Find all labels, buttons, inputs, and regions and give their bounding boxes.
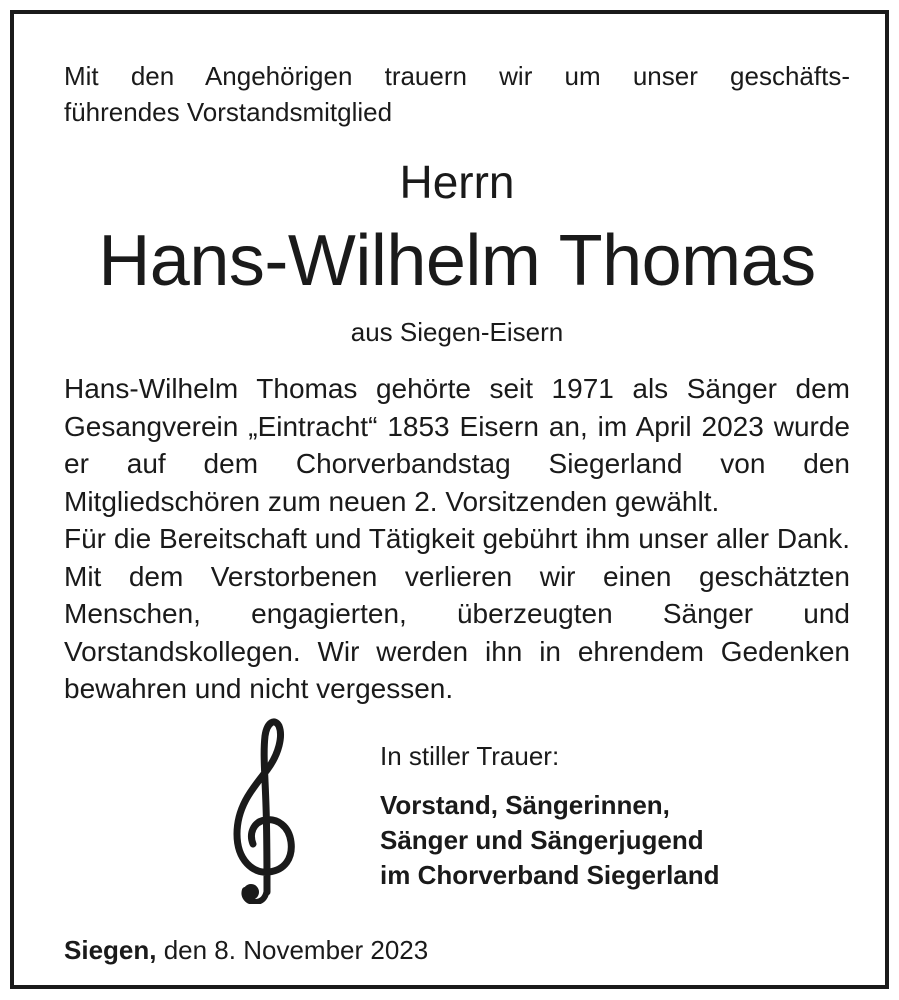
mourning-label: In stiller Trauer: [380,741,560,771]
date-text: den 8. November 2023 [156,935,429,965]
intro-text [64,58,850,130]
obituary-frame [10,10,889,989]
place-name: Siegen, [64,935,157,965]
tribute-paragraph: Für die Bereitschaft und Tätigkeit gebührt ihm unser aller Dank. Mit dem Verstorbenen verlieren wir einen geschätzten Menschen, engagierten, überzeugten Sänger und Vorstandskollegen. Wir werden ihn in ehrendem Gedenken bewahren und nicht vergessen. [64,523,850,704]
signer-line-3: im Chorverband Siegerland [380,860,720,890]
place-date-line [64,932,850,968]
treble-clef-icon [229,714,299,904]
signer-line-2: Sänger und Sängerjugend [380,825,704,855]
signers-block [380,788,840,893]
intro-line-2: führendes Vorstandsmitglied [64,97,393,127]
origin-text: aus Siegen-Eisern [350,317,564,347]
biography-paragraph: Hans-Wilhelm Thomas gehörte seit 1971 als Sänger dem Gesangverein „Eintracht“ 1853 Eisern an, im April 2023 wurde er auf dem Chorverbandstag Siegerland von den Mitgliedschören zum neuen 2. Vorsitzenden gewählt. [64,373,850,517]
intro-line-1: Mit den Angehörigen trauern wir um unser geschäfts- [64,61,850,91]
salutation: Herrn [399,156,515,208]
deceased-name: Hans-Wilhelm Thomas [98,221,816,301]
signer-line-1: Vorstand, Sängerinnen, [380,790,670,820]
